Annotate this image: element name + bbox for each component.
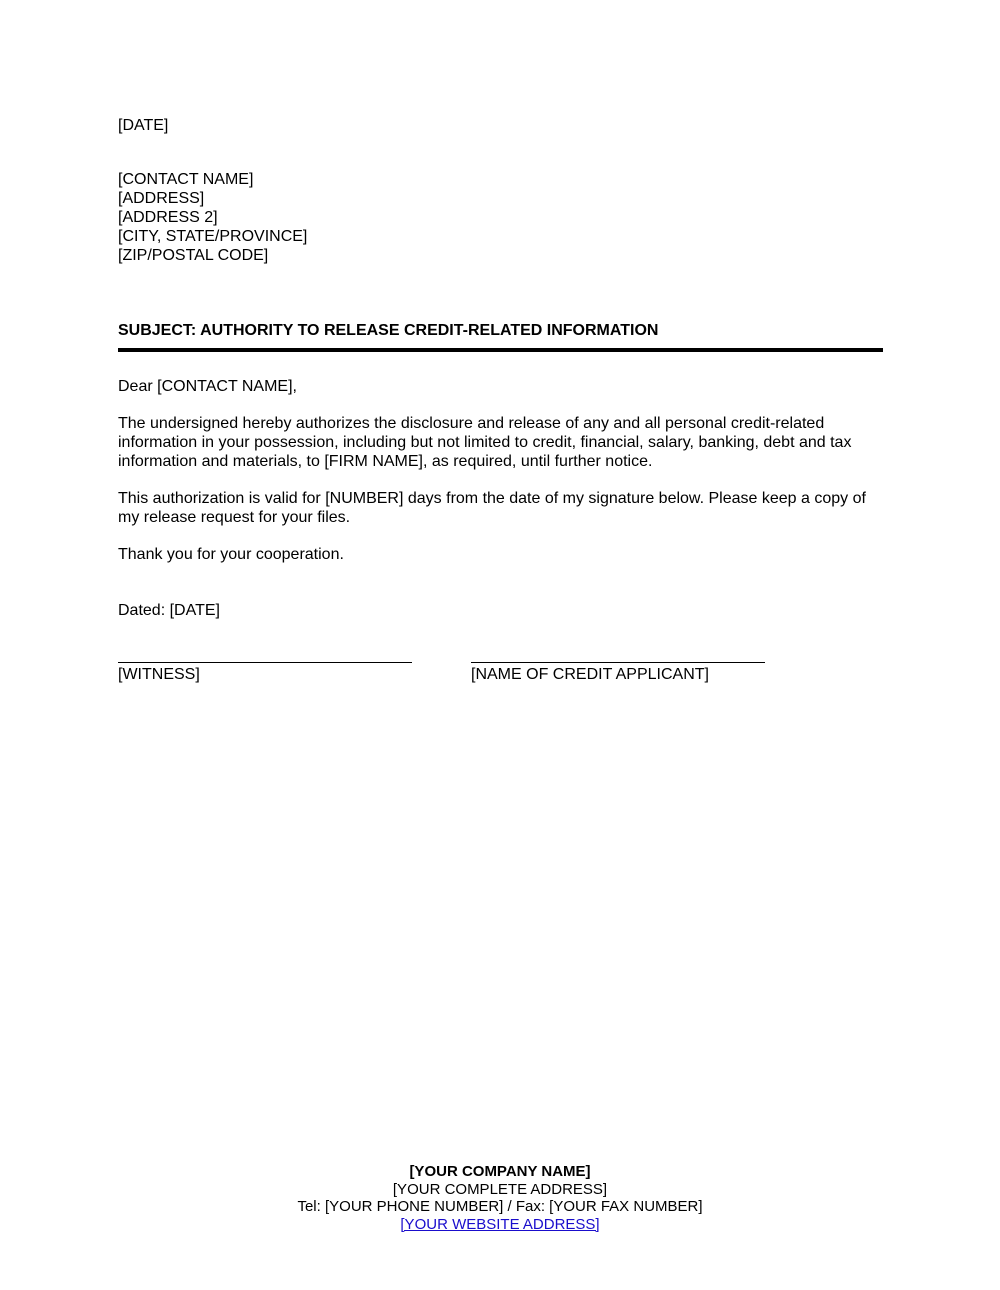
letter-paragraph-authorization: The undersigned hereby authorizes the disclosure and release of any and all personal credit-related information in your possession, including but not limited to credit, financial, salary, banking, debt and tax information and materials, to [FIRM NAME], as required, until further notice. xyxy=(118,415,852,470)
witness-signature-line xyxy=(118,662,412,663)
signature-block xyxy=(118,662,883,702)
footer-address: [YOUR COMPLETE ADDRESS] xyxy=(392,1180,608,1198)
witness-signature xyxy=(118,662,412,684)
letter-subject: SUBJECT: AUTHORITY TO RELEASE CREDIT-RELATED INFORMATION xyxy=(118,321,883,352)
applicant-label: [NAME OF CREDIT APPLICANT] xyxy=(471,666,709,683)
recipient-address: [ADDRESS] xyxy=(118,190,205,207)
letter-body xyxy=(118,116,883,702)
recipient-city-state: [CITY, STATE/PROVINCE] xyxy=(118,228,308,245)
footer-contact: Tel: [YOUR PHONE NUMBER] / Fax: [YOUR FAX NUMBER] xyxy=(297,1198,703,1215)
witness-label: [WITNESS] xyxy=(118,666,200,683)
letter-paragraph-validity: This authorization is valid for [NUMBER] days from the date of my signature below. Please keep a copy of my release request for your files. xyxy=(118,490,866,526)
recipient-contact-name: [CONTACT NAME] xyxy=(118,171,254,188)
letter-salutation: Dear [CONTACT NAME], xyxy=(118,378,297,395)
footer-website-link[interactable]: [YOUR WEBSITE ADDRESS] xyxy=(400,1215,600,1233)
letter-date: [DATE] xyxy=(118,117,169,134)
letter-dated: Dated: [DATE] xyxy=(118,602,220,619)
recipient-zip: [ZIP/POSTAL CODE] xyxy=(118,247,269,264)
recipient-address-block xyxy=(118,170,883,265)
letter-closing: Thank you for your cooperation. xyxy=(118,546,344,563)
recipient-address-2: [ADDRESS 2] xyxy=(118,209,218,226)
letterhead-footer xyxy=(0,1163,1000,1233)
applicant-signature xyxy=(471,662,765,684)
applicant-signature-line xyxy=(471,662,765,663)
footer-company-name: [YOUR COMPANY NAME] xyxy=(409,1163,591,1180)
